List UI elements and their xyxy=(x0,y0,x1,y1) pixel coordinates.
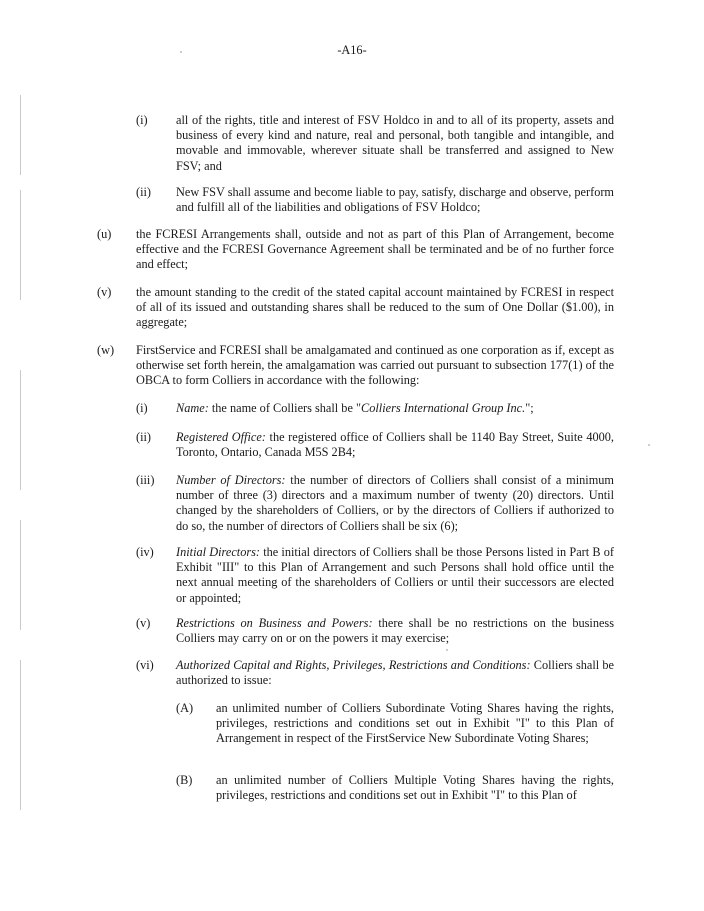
item-body-end: "; xyxy=(525,401,534,415)
item-label: (vi) xyxy=(136,658,154,672)
item-text xyxy=(176,430,614,460)
item-text xyxy=(176,616,614,646)
list-item xyxy=(0,185,704,216)
item-text: the amount standing to the credit of the stated capital account maintained by FCRESI in respect of all of its issued and outstanding shares shall be reduced to the sum of One Dollar ($1.00), in aggregate; xyxy=(136,285,614,330)
item-text: the FCRESI Arrangements shall, outside and not as part of this Plan of Arrangement, become effective and the FCRESI Governance Agreement shall be terminated and be of no further force and effect; xyxy=(136,227,614,272)
item-body: Colliers shall be authorized to issue: xyxy=(176,658,614,688)
list-item xyxy=(0,545,704,606)
item-label: (u) xyxy=(97,227,112,241)
scan-speck xyxy=(180,51,182,53)
item-label: (i) xyxy=(136,113,148,127)
list-item xyxy=(0,773,704,819)
item-body: the registered office of Colliers shall be 1140 Bay Street, Suite 4000, Toronto, Ontario, Canada M5S 2B4; xyxy=(176,430,614,460)
item-text xyxy=(176,658,614,688)
scan-artifact-line xyxy=(20,95,21,175)
item-text: an unlimited number of Colliers Subordinate Voting Shares having the rights, privileges, restrictions and conditions set out in Exhibit "I" to this Plan of Arrangement in respect of the FirstService New Subordinate Voting Shares; xyxy=(216,701,614,746)
item-text xyxy=(176,473,614,534)
item-label: (v) xyxy=(136,616,151,630)
list-item xyxy=(0,343,704,389)
item-heading: Name: xyxy=(176,401,209,415)
item-heading: Restrictions on Business and Powers: xyxy=(176,616,373,630)
item-heading: Registered Office: xyxy=(176,430,266,444)
list-item xyxy=(0,285,704,331)
item-text: FirstService and FCRESI shall be amalgamated and continued as one corporation as if, except as otherwise set forth herein, the amalgamation was carried out pursuant to subsection 177(1) of the OBCA to form Colliers in accordance with the following: xyxy=(136,343,614,388)
item-text: an unlimited number of Colliers Multiple Voting Shares having the rights, privileges, restrictions and conditions set out in Exhibit "I" to this Plan of xyxy=(216,773,614,803)
item-italic-name: Colliers International Group Inc. xyxy=(361,401,526,415)
item-body: the initial directors of Colliers shall be those Persons listed in Part B of Exhibit "III" to this Plan of Arrangement and such Persons shall hold office until the next annual meeting of the shareholders of Colliers or until their successors are elected or appointed; xyxy=(176,545,614,605)
item-text: all of the rights, title and interest of FSV Holdco in and to all of its property, assets and business of every kind and nature, real and personal, both tangible and intangible, and movable and immovable, wherever situate shall be transferred and assigned to New FSV; and xyxy=(176,113,614,173)
item-heading: Number of Directors: xyxy=(176,473,286,487)
item-heading: Initial Directors: xyxy=(176,545,261,559)
item-label: (w) xyxy=(97,343,115,357)
item-label: (iv) xyxy=(136,545,154,559)
item-text: New FSV shall assume and become liable to pay, satisfy, discharge and observe, perform and fulfill all of the liabilities and obligations of FSV Holdco; xyxy=(176,185,614,215)
scan-artifact-line xyxy=(20,190,21,300)
list-item xyxy=(0,473,704,534)
item-label: (iii) xyxy=(136,473,155,487)
item-label: (v) xyxy=(97,285,112,299)
list-item xyxy=(0,616,704,647)
item-label: (A) xyxy=(176,701,194,715)
scan-speck xyxy=(446,649,448,651)
item-label: (ii) xyxy=(136,430,152,444)
scan-speck xyxy=(648,444,650,446)
scan-artifact-line xyxy=(20,660,21,810)
item-text xyxy=(176,545,614,606)
list-item xyxy=(0,701,704,762)
item-body: the name of Colliers shall be " xyxy=(208,401,362,415)
item-heading: Authorized Capital and Rights, Privileges, Restrictions and Conditions: xyxy=(176,658,531,672)
list-item xyxy=(0,113,704,174)
scan-artifact-line xyxy=(20,370,21,490)
list-item xyxy=(0,430,704,461)
item-label: (i) xyxy=(136,401,148,415)
list-item xyxy=(0,401,704,417)
scan-artifact-line xyxy=(20,520,21,630)
item-label: (ii) xyxy=(136,185,152,199)
list-item xyxy=(0,658,704,689)
list-item xyxy=(0,227,704,273)
item-label: (B) xyxy=(176,773,193,787)
item-body: the number of directors of Colliers shall consist of a minimum number of three (3) directors and a maximum number of twenty (20) directors. Until changed by the shareholders of Colliers, or by the directors of Colliers if authorized to do so, the number of directors of Colliers shall be six (6); xyxy=(176,473,614,533)
page-number: -A16- xyxy=(337,43,367,57)
item-text xyxy=(176,401,614,416)
item-body: there shall be no restrictions on the business Colliers may carry on or on the powers it may exercise; xyxy=(176,616,614,646)
